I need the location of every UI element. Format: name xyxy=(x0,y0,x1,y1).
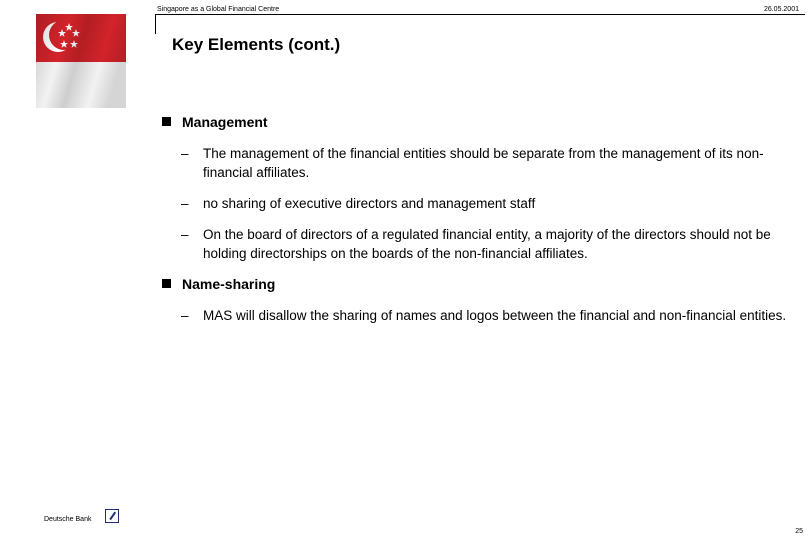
list-item-text: On the board of directors of a regulated financial entity, a majority of the directors should not be holding directorships on the boards of the non-financial affiliates. xyxy=(203,227,771,261)
list-item xyxy=(160,194,800,213)
list-item xyxy=(160,306,800,325)
dash-marker: – xyxy=(181,227,189,242)
logo-slash xyxy=(109,512,115,520)
dash-marker: – xyxy=(181,146,189,161)
section-heading-name-sharing xyxy=(160,275,800,293)
square-bullet-icon xyxy=(162,279,171,288)
dash-marker: – xyxy=(181,196,189,211)
logo-text: Deutsche Bank xyxy=(44,516,92,523)
section-heading-text: Name-sharing xyxy=(182,276,276,292)
list-item-text: no sharing of executive directors and management staff xyxy=(203,196,536,211)
dash-marker: – xyxy=(181,308,189,323)
singapore-flag-icon xyxy=(36,14,126,108)
list-item xyxy=(160,225,800,263)
list-item xyxy=(160,144,800,182)
page-number: 25 xyxy=(795,528,803,535)
slide-content xyxy=(160,113,800,337)
header-rule-tick xyxy=(155,14,156,34)
slide-title: Key Elements (cont.) xyxy=(172,35,341,54)
header-rule xyxy=(155,14,805,15)
section-heading-management xyxy=(160,113,800,131)
header-title: Singapore as a Global Financial Centre xyxy=(157,6,280,13)
section-heading-text: Management xyxy=(182,114,268,130)
header-date: 26.05.2001 xyxy=(763,6,799,13)
deutsche-bank-logo-icon xyxy=(105,509,119,523)
square-bullet-icon xyxy=(162,117,171,126)
list-item-text: The management of the financial entities should be separate from the management of its non-financial affiliates. xyxy=(203,146,764,180)
list-item-text: MAS will disallow the sharing of names and logos between the financial and non-financial entities. xyxy=(203,308,787,323)
